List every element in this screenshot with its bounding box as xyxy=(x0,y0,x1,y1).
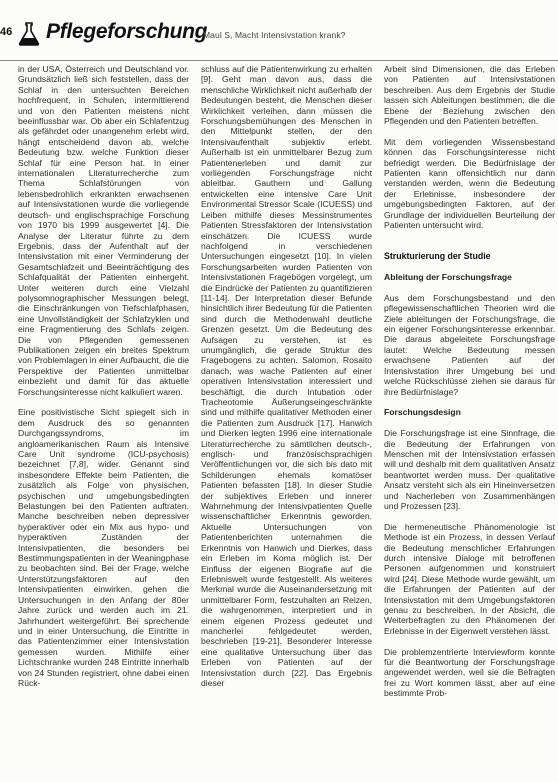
section-heading: Strukturierung der Studie xyxy=(384,251,491,262)
paragraph: Aus dem Forschungsbestand und den pflegewissenschaftlichen Theorien wird die Ziele ableitungen der Forschungsfrage, die ein eigener Forschungsinteresse erkennbar. Die daraus abgeleitete Forschungsfrage lautet: Welche Bedeutung messen erwachsene Patienten auf der Intensivstation ihrer Umgebung bei und welche Rückschlüsse ziehen sie daraus für ihre Bedürfnislage? xyxy=(384,292,555,397)
paragraph: Die Forschungsfrage ist eine Sinnfrage, die die Bedeutung der Erfahrungen von Menschen mit der Intensivstation erfassen will und deshalb mit dem qualitativen Ansatz beantwortet werden muss. Der qualitative Ansatz versteht sich als ein Hineinversetzen und Nacherleben von Zusammenhängen und Prozessen [23]. xyxy=(384,428,555,511)
text-column-3 xyxy=(384,64,555,699)
page-number: 46 xyxy=(0,26,13,38)
spacer xyxy=(384,241,555,251)
text-column-2 xyxy=(201,64,372,688)
page-header xyxy=(0,22,558,52)
paragraph: Arbeit sind Dimensionen, die das Erleben von Patienten auf Intensivstationen beschreiben. Aus dem Ergebnis der Studie lassen sich Ableitungen bestimmen, die die Ebene der Beziehung zwischen den Pflegenden und den Patienten betreffen. xyxy=(384,64,555,127)
text-column-1 xyxy=(18,64,189,688)
flask-logo-icon xyxy=(18,22,40,46)
subheading: Forschungsdesign xyxy=(384,407,461,418)
journal-meta: Maul S, Macht Intensivstation krank? xyxy=(203,30,346,40)
paragraph: Die problemzentrierte Interviewform konnte für die Beantwortung der Forschungsfrage angewendet werden, weil sie die Befragten frei zu Wort kommen lässt, aber auf eine bestimmte Prob- xyxy=(384,646,555,699)
paragraph: Eine positivistische Sicht spiegelt sich in dem Ausdruck des so genannten Durchgangssyndroms, im angloamerikanischen Raum als Intensive Care Unit syndrome (ICU-psychosis) bezeichnet [7,8], wider. Genannt sind insbesondere Effekte beim Patienten, die zusätzlich als Folge von physischen, psychischen und umgebungsbedingten Belastungen bei den Patienten auftraten. Manche beschreiben neben depressiver hyperaktiver oder ein Mix aus hypo- und hyperaktiven Zuständen der Intensivpatienten, die besonders bei Bestimmungspatienten in der Weaningphase zu beobachten sind. Bei der Frage, welche Unterstützungsfaktoren auf den Intensivpatienten einwirken, gehen die Untersuchungen in den Anfang der 80er Jahre zurück und werden auch im 21. Jahrhundert weitergeführt. Bei sprechende und in einer Untersuchung, die Eintritte in das Patientenzimmer einer Intensivstation gemessen wurden. Mithilfe einer Lichtschranke wurden 248 Eintritte innerhalb von 24 Stunden registriert, ohne dabei einen Rück- xyxy=(18,407,189,688)
paragraph: Mit dem vorliegenden Wissensbestand können das Forschungsinteresse nicht befriedigt werden. Die Bedürfnislage der Patienten kann offensichtlich nur dann verstanden werden, wenn die Bedeutung der Erlebnisse, insbesondere der umgebungsbedingten Faktoren, auf der Grundlage der individuellen Beurteilung der Patienten untersucht wird. xyxy=(384,136,555,231)
paragraph: schluss auf die Patientenwirkung zu erhalten [9]. Geht man davon aus, dass die menschliche Wirklichkeit nicht außerhalb der Bedeutungen besteht, die Menschen dieser Wirklichkeit verleihen, dann müssen die Forschungsbemühungen des Menschen in den Mittelpunkt stellen, der den Intensivaufenthalt subjektiv erlebt. Außerhalb ist ein unmittelbarer Bezug zum Patientenerleben und damit zur vorliegenden Forschungsfrage nicht ableitbar. Gauthern und Gallung entwickelten eine intensive Care Unit Environmental Stressor Scale (ICUESS) und Leiben mithilfe dieses Messinstrumentes Patienten Stressfaktoren der Intensivstation einschätzen. Die ICUESS wurde nachfolgend in verschiedenen Untersuchungen eingesetzt [10]. In vielen Forschungsarbeiten wurden Patienten von Intensivstationen Fragebögen vorgelegt, um die Eindrücke der Patienten zu quantifizieren [11-14]. Der Interpretation dieser Befunde hinsichtlich ihrer Bedeutung für die Patienten sind durch die Methodenwahl deutliche Grenzen gesetzt. Um die Bedeutung des Aufsagen zu verstehen, ist es unumgänglich, die gerade Struktur des Fragebogens zu achten. Salomon, Rosaito danach, was wache Patienten auf einer operativen Intensivstation interessiert und beschäftigt, die durch Intubation oder Tracheotomie Äußerungseingeschränkte sind und mithilfe qualitativer Methoden einer die Patienten zum Ausdruck [17]. Hanwich und Dierken legten 1996 eine internationale Literaturrecherche zu sämtlichen deutsch-, englisch- und französischsprachigen Veröffentlichungen vor, die sich bis dato mit Schilderungen ehemals komatöser Patienten befassten [18]. In dieser Studie der subjektives Erleben und innerer Wahrnehmung der Intensivpatienten Quelle wissenschaftlicher Erkenntnis geworden. Aktuelle Untersuchungen von Patientenberichten unternahmen die Erkenntnis von Hanwich und Dierkes, dass ein Erleben im Koma möglich ist. Der Einfluss der eigenen Biografie auf die Erlebniswelt wurde festgestellt. Als weiteres Merkmal wurde die Auseinandersetzung mit unmittelbarer Form, festzuhalten an Reizen, die wahrgenommen, interpretiert und in einem eigenen Prozess gedeutet und mancherlei fehlgedeutet werden, beschrieben [19-21]. Besonderer Interesse eine qualitative Untersuchung über das Erleben von Patienten auf der Intensivstation durch [22]. Das Ergebnis dieser xyxy=(201,64,372,688)
journal-name: Pflegeforschung xyxy=(46,20,208,43)
subheading: Ableitung der Forschungsfrage xyxy=(384,272,512,283)
header-divider xyxy=(0,60,558,61)
paragraph: Die hermeneutische Phänomenologie ist Methode ist ein Prozess, in dessen Verlauf die Bedeutung menschlicher Erfahrungen durch intensive Dialoge mit betroffenen Personen aufgenommen und konstruiert wird [24]. Diese Methode wurde gewählt, um die Erfahrungen der Patienten auf der Intensivstation mit dem Umgebungsfaktoren genau zu beschreiben. In der Absicht, die Weiterbefragten zu den Phänomenen der Erlebnisse in der Eigenwelt verstehen lässt. xyxy=(384,521,555,636)
paragraph: in der USA, Österreich und Deutschland vor. Grundsätzlich ließ sich feststellen, dass der Schlaf in den untersuchten Bereichen hochfrequent, in Schulen, intermittierend und von den Patienten meistens nicht beeinflussbar war. Ob aber ein Schlafentzug als gefährdet oder unangenehm erlebt wird, hängt entscheidend davon ab, welche Bedeutung bzw. welche Funktion dieser Schlaf für eine Person hat. In einer internationalen Literaturrecherche zum Thema Schlafstörungen von lebensbedrohlich erkrankten erwachsenen auf Intensivstationen wurde die vorliegende deutsch- und englischsprachige Forschung von 1970 bis 1999 ausgewertet [4]. Die Analyse der Literatur führte zu dem Ergebnis, dass der Aufenthalt auf der Intensivstation mit einer Verminderung der Gesamtschlafzeit und Beeinträchtigung des Schlafqualität der Patienten einhergeht. Unter weiteren durch eine Vielzahl polysomnographischer Messungen belegt, die Einschränkungen von Tiefschlafphasen, eine Unvollständigkeit der Schlafzyklen und eine Fragmentierung des Schlafs zeigen. Die von Pflegenden gemessenen Publikationen zeigen ein breites Spektrum von Problemlagen in einer Aufbaucht, die die Perspektive der Patienten unmittelbar einbezieht und damit für das aktuelle Forschungsinteresse nicht kalkuliert waren. xyxy=(18,64,189,397)
